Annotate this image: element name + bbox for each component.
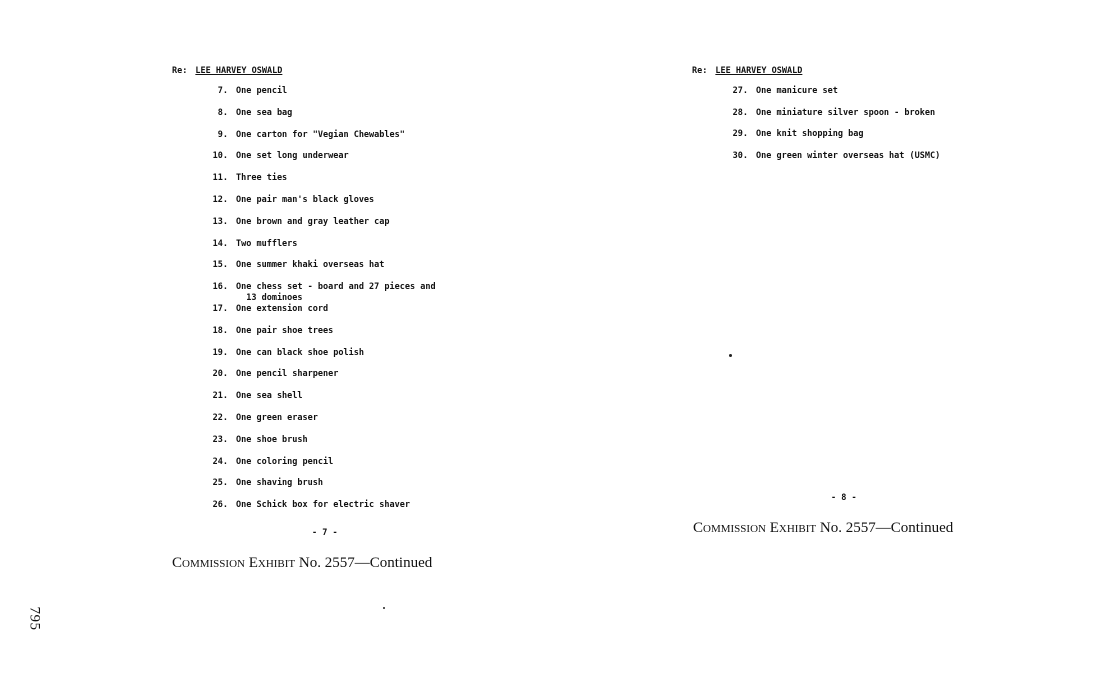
item-number: 10. [212,151,228,162]
right-page [547,0,1094,691]
speck [729,354,732,357]
list-item [720,86,838,97]
caption-rest: No. 2557—Continued [819,520,954,536]
list-item [200,130,405,141]
item-number: 14. [212,238,228,249]
speck [383,607,385,609]
item-text: One coloring pencil [236,456,334,467]
list-item [200,86,287,97]
item-number: 9. [217,129,228,140]
item-text: One pair man's black gloves [236,195,375,205]
item-number: 22. [212,413,228,423]
item-text: One extension cord [236,304,329,314]
item-number: 15. [212,260,228,271]
item-number: 12. [212,195,228,205]
list-item [200,457,333,468]
item-text: One shoe brush [236,434,308,445]
list-item [720,108,935,119]
item-number: 24. [212,456,228,467]
item-text: One shaving brush [236,478,323,489]
re-subject: LEE HARVEY OSWALD [195,66,283,76]
item-text: One green winter overseas hat (USMC) [756,150,941,161]
item-number: 30. [732,150,748,161]
re-line [692,66,802,76]
item-number: 26. [212,500,228,511]
list-item [200,413,318,424]
re-label: Re: [692,66,708,76]
item-text: One pencil [236,86,288,96]
item-text: Two mufflers [236,238,298,249]
re-line [172,66,282,76]
list-item [200,435,308,446]
page-number: - 7 - [312,528,338,538]
item-text: One pencil sharpener [236,369,339,380]
item-text: One set long underwear [236,151,349,162]
list-item [200,151,349,162]
page-number: - 8 - [831,493,857,503]
item-number: 25. [212,478,228,489]
list-item [200,391,303,402]
item-text: Three ties [236,173,288,184]
item-text: One pair shoe trees [236,325,334,336]
item-text: One sea bag [236,107,293,118]
item-number: 28. [732,107,748,118]
exhibit-caption [693,520,953,537]
list-item [200,369,338,380]
item-text: One miniature silver spoon - broken [756,107,936,118]
item-number: 7. [217,86,228,96]
item-number: 18. [212,325,228,336]
list-item [200,217,390,228]
item-number: 17. [212,304,228,314]
caption-smallcaps: Commission Exhibit [693,520,817,536]
item-number: 8. [217,107,228,118]
item-text: One manicure set [756,86,838,96]
item-number: 11. [212,173,228,184]
item-text: One sea shell [236,391,303,402]
list-item [200,304,328,315]
item-text: One green eraser [236,413,318,423]
item-number: 13. [212,216,228,227]
list-item [200,326,333,337]
list-item [720,151,940,162]
list-item [200,239,297,250]
list-item [200,282,436,304]
item-text: One summer khaki overseas hat [236,260,385,271]
list-item [720,129,863,140]
item-text: One carton for "Vegian Chewables" [236,129,405,140]
item-number: 16. [212,282,228,293]
side-page-number: 795 [26,606,43,631]
exhibit-caption [172,555,432,572]
item-text: One brown and gray leather cap [236,216,390,227]
item-number: 27. [732,86,748,96]
item-number: 29. [732,129,748,139]
item-number: 23. [212,434,228,445]
list-item [200,195,374,206]
caption-rest: No. 2557—Continued [298,555,433,571]
list-item [200,108,292,119]
list-item [200,478,323,489]
item-text: One can black shoe polish [236,347,364,358]
item-number: 21. [212,391,228,402]
re-label: Re: [172,66,188,76]
list-item [200,500,410,511]
list-item [200,260,384,271]
item-text: One Schick box for electric shaver [236,500,410,511]
item-text: One chess set - board and 27 pieces and 13 dominoes [236,282,436,304]
item-number: 20. [212,369,228,380]
list-item [200,173,287,184]
list-item [200,348,364,359]
caption-smallcaps: Commission Exhibit [172,555,296,571]
item-text: One knit shopping bag [756,129,864,139]
item-number: 19. [212,347,228,358]
re-subject: LEE HARVEY OSWALD [715,66,803,76]
